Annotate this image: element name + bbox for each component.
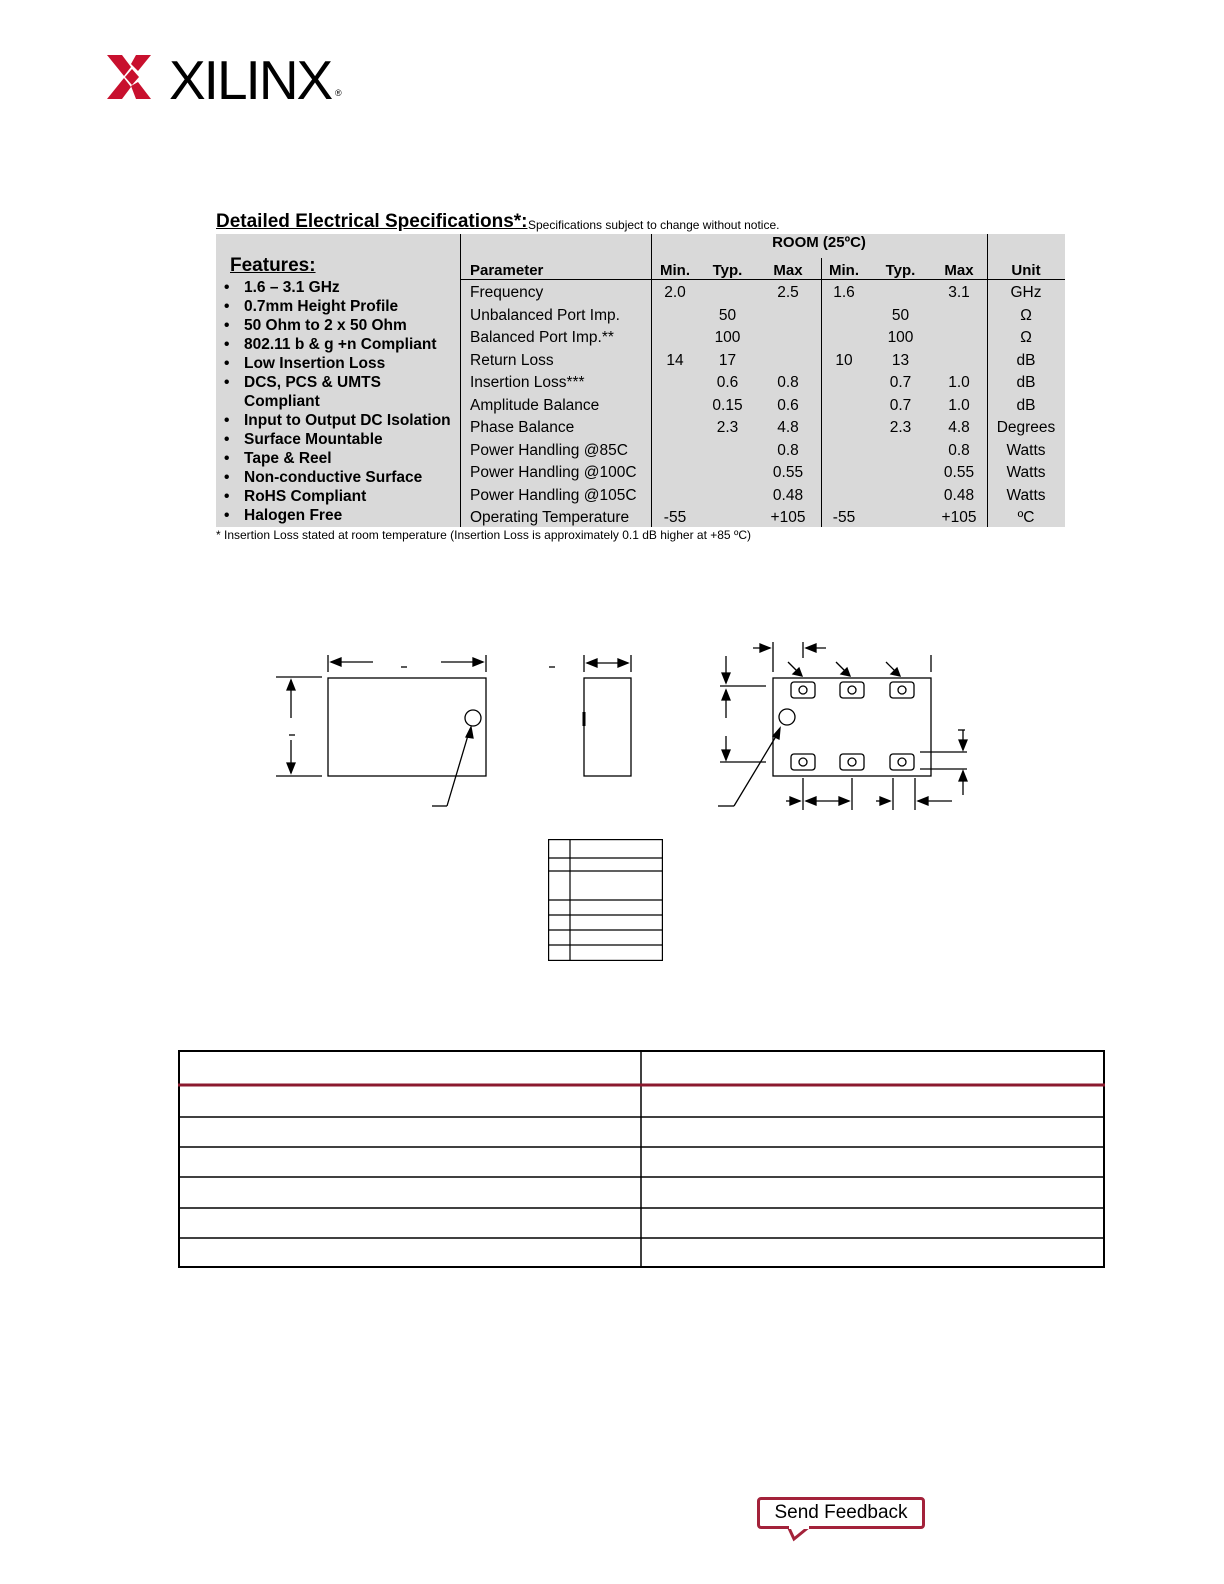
features-title: Features: [230,255,316,276]
value-cell: Degrees [996,419,1056,436]
value-cell: -55 [832,509,856,526]
package-outline-drawings [0,600,1224,840]
value-cell: 2.3 [716,419,739,436]
parameter-cell: Balanced Port Imp.** [470,329,614,346]
parameter-cell: Return Loss [470,351,554,369]
column-divider [821,258,822,527]
xilinx-mark-icon [105,52,155,102]
column-divider [651,234,652,527]
room-temperature-header: ROOM (25ºC) [772,234,866,251]
value-cell: 0.55 [772,464,804,481]
value-cell: 10 [835,351,853,369]
value-cell: 4.8 [948,419,970,436]
value-cell: 3.1 [948,284,970,301]
parameter-cell: Insertion Loss*** [470,374,585,391]
xilinx-logo [105,49,345,111]
parameter-cell: Power Handling @105C [470,486,637,504]
pin1-marker [465,710,481,726]
value-cell: 0.15 [712,396,743,414]
spec-title: Detailed Electrical Specifications*: [216,211,528,232]
parameter-cell: Frequency [470,284,544,301]
feature-item: • Surface Mountable [222,430,474,449]
column-header-typ: Typ. [885,262,916,279]
value-cell: 50 [718,306,737,324]
value-cell: dB [1016,396,1036,414]
feature-item: • Input to Output DC Isolation [222,411,474,430]
parameter-cell: Operating Temperature [470,509,630,526]
value-cell: 0.55 [943,464,975,481]
value-cell: 0.48 [943,486,975,504]
value-cell: Ω [1020,306,1032,324]
column-header-min: Min. [829,262,859,279]
feature-item: • Tape & Reel [222,449,474,468]
value-cell: 0.7 [889,396,912,414]
value-cell: -55 [663,509,687,526]
pin-function-table [548,839,663,961]
value-cell: 2.5 [777,284,799,301]
value-cell: Watts [1006,486,1046,504]
value-cell: dB [1016,351,1036,369]
column-divider [987,234,988,527]
feature-item: • 0.7mm Height Profile [222,297,474,316]
parameter-cell: Amplitude Balance [470,396,600,414]
side-view-body [584,678,631,776]
empty-data-table [178,1050,1105,1268]
value-cell: GHz [1010,284,1042,301]
parameter-cell: Phase Balance [470,419,575,436]
registered-mark: ® [335,88,342,98]
value-cell: 0.48 [772,486,804,504]
value-cell: Watts [1006,464,1046,481]
spec-footnote: * Insertion Loss stated at room temperature (Insertion Loss is approximately 0.1 dB higher at +85 ºC) [216,528,751,542]
value-cell: 0.6 [716,374,739,391]
value-cell: 0.8 [948,441,970,459]
parameter-cell: Power Handling @100C [470,464,637,481]
feature-item: • Non-conductive Surface [222,468,474,487]
feature-item: • 50 Ohm to 2 x 50 Ohm [222,316,474,335]
value-cell: 0.8 [777,374,799,391]
value-cell: 0.6 [777,396,799,414]
value-cell: 1.6 [833,284,855,301]
parameter-cell: Unbalanced Port Imp. [470,306,620,324]
column-header-min: Min. [660,262,690,279]
spec-note: Specifications subject to change without notice. [528,218,780,232]
column-header-typ: Typ. [712,262,743,279]
features-list [222,278,474,525]
feedback-bubble-tail-icon [786,1526,812,1542]
value-cell: 50 [891,306,910,324]
send-feedback-button[interactable]: Send Feedback [757,1497,925,1529]
bottom-view-body [773,678,931,776]
feature-item: • 1.6 – 3.1 GHz [222,278,474,297]
column-header-parameter: Parameter [470,262,544,279]
value-cell: 0.7 [889,374,912,391]
column-header-max: Max [773,262,803,279]
feature-item: • Low Insertion Loss [222,354,474,373]
value-cell: Ω [1020,329,1032,346]
logo-wordmark: XILINX [169,49,332,111]
parameter-cell: Power Handling @85C [470,441,628,459]
value-cell: +105 [770,509,806,526]
value-cell: 2.3 [889,419,912,436]
feature-item: • DCS, PCS & UMTS Compliant [222,373,394,411]
column-header-max: Max [944,262,974,279]
feature-item: • Halogen Free [222,506,474,525]
value-cell: 1.0 [948,396,970,414]
value-cell: 0.8 [777,441,799,459]
header-rule [461,279,1065,280]
feature-item: • RoHS Compliant [222,487,474,506]
feature-item: • 802.11 b & g +n Compliant [222,335,474,354]
value-cell: 13 [891,351,910,369]
value-cell: 14 [666,351,684,369]
value-cell: 100 [887,329,914,346]
top-view-body [328,678,486,776]
value-cell: ºC [1017,509,1035,526]
value-cell: Watts [1006,441,1046,459]
value-cell: dB [1016,374,1036,391]
value-cell: +105 [941,509,977,526]
value-cell: 4.8 [777,419,799,436]
value-cell: 100 [714,329,741,346]
column-header-unit: Unit [1011,262,1041,279]
value-cell: 1.0 [948,374,970,391]
value-cell: 17 [718,351,737,369]
value-cell: 2.0 [664,284,686,301]
